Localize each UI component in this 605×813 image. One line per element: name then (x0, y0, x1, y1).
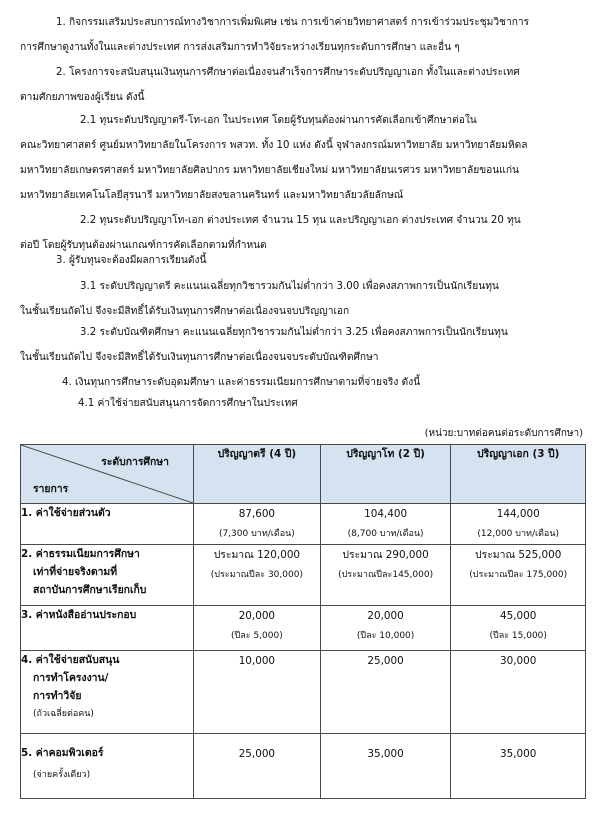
text-line: ในชั้นเรียนถัดไป จึงจะมีสิทธิ์ได้รับเงินทุนการศึกษาต่อเนื่องจนจบระดับบัณฑิตศึกษา (20, 352, 379, 363)
table-cell (451, 606, 586, 651)
cell-value: 144,000 (496, 508, 540, 520)
table-cell (194, 545, 321, 606)
table-row (21, 545, 586, 606)
cell-value: ประมาณ 120,000 (213, 549, 301, 561)
row-label-line: การทำวิจัย (33, 690, 82, 702)
column-header-master: ปริญญาโท (2 ปี) (320, 445, 451, 504)
row-label-line: สถาบันการศึกษาเรียกเก็บ (33, 584, 147, 596)
table-cell (194, 651, 321, 734)
paragraph-4 (20, 372, 587, 414)
text-line: 2.2 ทุนระดับปริญญาโท-เอก ต่างประเทศ จำนวน 15 ทุน และปริญญาเอก ต่างประเทศ จำนวน 20 ทุน (80, 215, 521, 226)
table-cell (451, 545, 586, 606)
cell-value: 45,000 (500, 610, 537, 622)
paragraph-3-2 (20, 320, 587, 370)
row-label-line: การทำโครงงาน/ (33, 672, 109, 684)
cell-value: 20,000 (238, 610, 276, 622)
cell-subvalue: (ประมาณปีละ 175,000) (469, 570, 568, 580)
table-cell (320, 734, 451, 799)
text-line: 2.1 ทุนระดับปริญญาตรี-โท-เอก ในประเทศ โดยผู้รับทุนต้องผ่านการคัดเลือกเข้าศึกษาต่อใน (80, 115, 477, 126)
table-corner-cell (21, 445, 194, 504)
row-label-tuition-fees (21, 545, 194, 606)
row-label-books (21, 606, 194, 651)
cell-subvalue: (ปีละ 15,000) (489, 631, 547, 641)
cell-value: 25,000 (238, 748, 276, 760)
fee-table (20, 444, 586, 799)
table-cell (194, 606, 321, 651)
text-line: 1. กิจกรรมเสริมประสบการณ์ทางวิชาการเพิ่มพิเศษ เช่น การเข้าค่ายวิทยาศาสตร์ การเข้าร่วมประชุมวิชาการ (56, 17, 530, 28)
column-axis-label: ระดับการศึกษา (101, 456, 169, 468)
table-cell (194, 504, 321, 545)
row-label-line: 1. ค่าใช้จ่ายส่วนตัว (21, 507, 111, 519)
row-axis-label: รายการ (33, 483, 69, 495)
text-line: มหาวิทยาลัยเทคโนโลยีสุรนารี มหาวิทยาลัยสงขลานครินทร์ และมหาวิทยาลัยวลัยลักษณ์ (20, 190, 404, 201)
table-cell (320, 651, 451, 734)
cell-value: 35,000 (367, 748, 404, 760)
text-line: มหาวิทยาลัยเกษตรศาสตร์ มหาวิทยาลัยศิลปากร มหาวิทยาลัยเชียงใหม่ มหาวิทยาลัยนเรศวร มหาวิทยาลัยขอนแก่น (20, 165, 519, 176)
cell-value: 30,000 (500, 655, 537, 667)
cell-value: 104,400 (364, 508, 408, 520)
paragraph-2-1 (20, 108, 587, 208)
text-line: ในชั้นเรียนถัดไป จึงจะมีสิทธิ์ได้รับเงินทุนการศึกษาต่อเนื่องจนจบปริญญาเอก (20, 306, 350, 317)
row-label-line: 5. ค่าคอมพิวเตอร์ (21, 747, 104, 759)
cell-value: 10,000 (238, 655, 276, 667)
text-line: 3. ผู้รับทุนจะต้องมีผลการเรียนดังนี้ (56, 255, 207, 266)
row-label-note: (ถัวเฉลี่ยต่อคน) (33, 709, 94, 719)
paragraph-2 (20, 60, 587, 110)
table-cell (320, 606, 451, 651)
table-header-row (21, 445, 586, 504)
row-label-computer (21, 734, 194, 799)
table-cell (451, 651, 586, 734)
table-cell (320, 504, 451, 545)
text-line: การศึกษาดูงานทั้งในและต่างประเทศ การส่งเสริมการทำวิจัยระหว่างเรียนทุกระดับการศึกษา และอื่น ๆ (20, 42, 460, 53)
cell-subvalue: (ประมาณปีละ145,000) (338, 570, 434, 580)
paragraph-1 (20, 10, 587, 60)
table-cell (320, 545, 451, 606)
table-row (21, 651, 586, 734)
text-line: ต่อปี โดยผู้รับทุนต้องผ่านเกณฑ์การคัดเลือกตามที่กำหนด (20, 240, 267, 251)
text-line: 3.2 ระดับบัณฑิตศึกษา คะแนนเฉลี่ยทุกวิชารวมกันไม่ต่ำกว่า 3.25 เพื่อคงสภาพการเป็นนักเรียนทุน (80, 327, 508, 338)
cell-value: ประมาณ 525,000 (475, 549, 562, 561)
table-row (21, 734, 586, 799)
cell-value: 87,600 (238, 508, 276, 520)
text-line: คณะวิทยาศาสตร์ ศูนย์มหาวิทยาลัยในโครงการ พสวท. ทั้ง 10 แห่ง ดังนี้ จุฬาลงกรณ์มหาวิทยาลัย มหาวิทยาลัยมหิดล (20, 140, 528, 151)
text-line: 2. โครงการจะสนับสนุนเงินทุนการศึกษาต่อเนื่องจนสำเร็จการศึกษาระดับปริญญาเอก ทั้งในและต่างประเทศ (56, 67, 520, 78)
table-row (21, 504, 586, 545)
paragraph-3 (20, 248, 587, 273)
cell-value: ประมาณ 290,000 (342, 549, 429, 561)
cell-subvalue: (ปีละ 5,000) (231, 631, 283, 641)
cell-value: 35,000 (500, 748, 537, 760)
table-row (21, 606, 586, 651)
text-line: 4. เงินทุนการศึกษาระดับอุดมศึกษา และค่าธรรมเนียมการศึกษาตามที่จ่ายจริง ดังนี้ (62, 377, 421, 388)
row-label-line: 2. ค่าธรรมเนียมการศึกษา (21, 548, 140, 560)
cell-value: 25,000 (367, 655, 404, 667)
cell-value: 20,000 (367, 610, 404, 622)
text-line: 3.1 ระดับปริญญาตรี คะแนนเฉลี่ยทุกวิชารวมกันไม่ต่ำกว่า 3.00 เพื่อคงสภาพการเป็นนักเรียนทุน (80, 281, 499, 292)
row-label-note: (จ่ายครั้งเดียว) (33, 770, 91, 780)
text-line: ตามศักยภาพของผู้เรียน ดังนี้ (20, 92, 145, 103)
row-label-line: 4. ค่าใช้จ่ายสนับสนุน (21, 654, 120, 666)
table-cell (451, 504, 586, 545)
paragraph-3-1 (20, 274, 587, 324)
table-cell (451, 734, 586, 799)
table-cell (194, 734, 321, 799)
row-label-line: เท่าที่จ่ายจริงตามที่ (33, 566, 118, 578)
cell-subvalue: (12,000 บาท/เดือน) (477, 529, 559, 539)
column-header-doctoral: ปริญญาเอก (3 ปี) (451, 445, 586, 504)
row-label-project-research (21, 651, 194, 734)
unit-note: (หน่วย:บาทต่อคนต่อระดับการศึกษา) (424, 428, 583, 439)
text-line: 4.1 ค่าใช้จ่ายสนับสนุนการจัดการศึกษาในประเทศ (78, 398, 298, 409)
row-label-personal-expenses (21, 504, 194, 545)
cell-subvalue: (7,300 บาท/เดือน) (218, 529, 295, 539)
cell-subvalue: (8,700 บาท/เดือน) (347, 529, 424, 539)
column-header-bachelor: ปริญญาตรี (4 ปี) (194, 445, 321, 504)
cell-subvalue: (ประมาณปีละ 30,000) (210, 570, 303, 580)
row-label-line: 3. ค่าหนังสืออ่านประกอบ (21, 609, 137, 621)
cell-subvalue: (ปีละ 10,000) (356, 631, 415, 641)
